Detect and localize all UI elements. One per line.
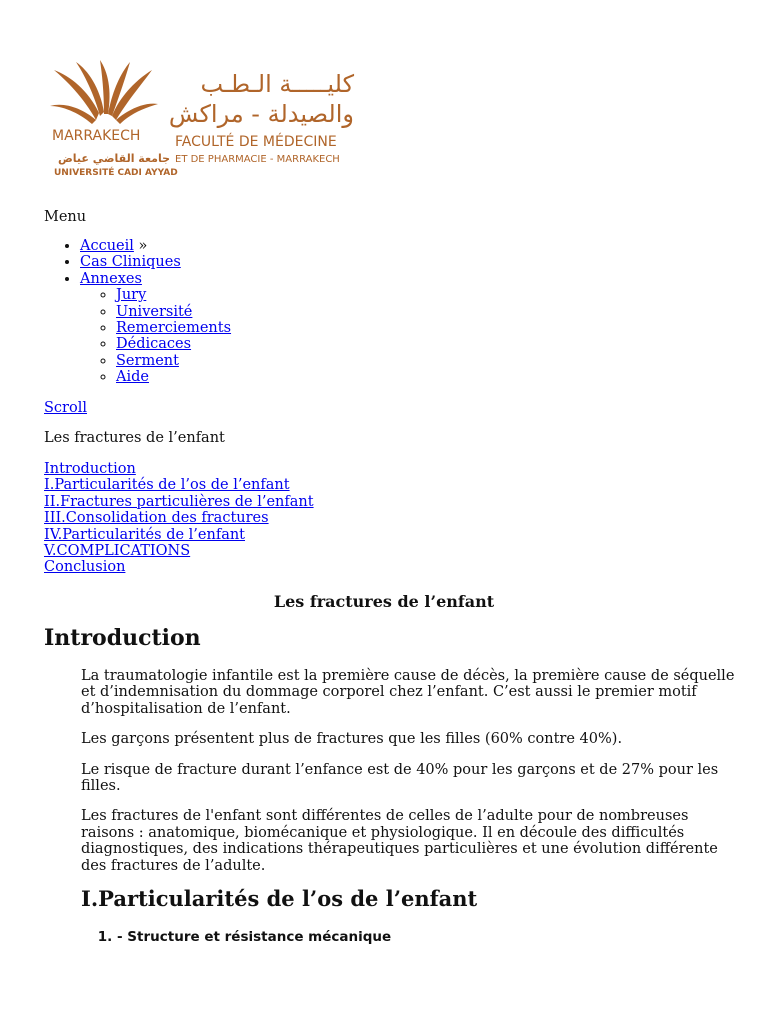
- nav-link-cas-cliniques[interactable]: Cas Cliniques: [80, 254, 181, 271]
- nav-link-annexes[interactable]: Annexes: [80, 270, 142, 287]
- logo-arabic-line2: والصيدلة - مراكش: [168, 100, 354, 128]
- introduction-body: [81, 668, 741, 888]
- nav-separator: »: [133, 238, 148, 254]
- intro-paragraph: Le risque de fracture durant l’enfance est de 40% pour les garçons et de 27% pour les filles.: [81, 761, 719, 795]
- toc-link-section-4[interactable]: IV.Particularités de l’enfant: [44, 526, 246, 543]
- submenu-item-remerciements: [116, 320, 231, 336]
- logo-city: MARRAKECH: [52, 128, 141, 144]
- submenu-item-jury: [116, 287, 231, 303]
- document-title: Les fractures de l’enfant: [44, 430, 225, 446]
- nav-link-remerciements[interactable]: Remerciements: [116, 320, 232, 337]
- section-1-item: 1. - Structure et résistance mécanique: [117, 929, 391, 945]
- submenu-item-aide: [116, 369, 231, 385]
- faculty-logo: [44, 58, 364, 180]
- intro-paragraph: La traumatologie infantile est la première cause de décès, la première cause de séquelle et d’indemnisation du dommage corporel chez l’enfant. C’est aussi le premier motif d’hospitalisation de l’enfant.: [81, 668, 735, 717]
- nav-list: [44, 238, 231, 386]
- toc-link-section-5[interactable]: V.COMPLICATIONS: [44, 543, 191, 560]
- toc-link-section-3[interactable]: III.Consolidation des fractures: [44, 510, 269, 527]
- intro-paragraph: Les garçons présentent plus de fractures que les filles (60% contre 40%).: [81, 731, 623, 748]
- intro-paragraph: Les fractures de l'enfant sont différentes de celles de l’adulte pour de nombreuses raisons : anatomique, biomécanique et physiologique. Il en découle des difficultés diagnostiques, des indications thérapeutiques particulières et une évolution différente des fractures de l’adulte.: [81, 808, 718, 874]
- nav-link-dedicaces[interactable]: Dédicaces: [116, 336, 192, 353]
- nav-link-universite[interactable]: Université: [116, 303, 193, 320]
- scroll-link[interactable]: Scroll: [44, 400, 87, 416]
- logo-university-arabic: جامعة القاضي عياض: [58, 152, 171, 165]
- section-1-list: [81, 929, 391, 945]
- toc-link-introduction[interactable]: Introduction: [44, 461, 136, 477]
- logo-university-name: UNIVERSITÉ CADI AYYAD: [54, 168, 178, 178]
- page-title: Les fractures de l’enfant: [273, 592, 495, 611]
- submenu-item-serment: [116, 353, 231, 369]
- nav-item-annexes: [80, 271, 231, 386]
- nav-link-aide[interactable]: Aide: [116, 369, 149, 386]
- toc-link-section-1[interactable]: I.Particularités de l’os de l’enfant: [44, 477, 290, 494]
- nav-link-serment[interactable]: Serment: [116, 352, 179, 369]
- logo-french-line1: FACULTÉ DE MÉDECINE: [175, 134, 337, 150]
- table-of-contents: [44, 461, 314, 576]
- submenu-item-universite: [116, 304, 231, 320]
- nav-link-jury[interactable]: Jury: [116, 287, 147, 304]
- menu-label[interactable]: Menu: [44, 209, 87, 225]
- toc-link-section-2[interactable]: II.Fractures particulières de l’enfant: [44, 493, 314, 510]
- annexes-submenu: [80, 287, 231, 385]
- main-nav: [44, 238, 231, 386]
- nav-item-cas-cliniques: [80, 254, 231, 270]
- nav-link-accueil[interactable]: Accueil: [80, 238, 134, 254]
- logo-french-line2: ET DE PHARMACIE - MARRAKECH: [175, 154, 340, 165]
- toc-link-conclusion[interactable]: Conclusion: [44, 559, 126, 576]
- logo-arabic-line1: كليـــــة الـطـب: [200, 70, 354, 98]
- nav-item-accueil: [80, 238, 231, 254]
- introduction-heading: Introduction: [44, 625, 201, 651]
- submenu-item-dedicaces: [116, 336, 231, 352]
- section-1-heading: I.Particularités de l’os de l’enfant: [81, 886, 478, 911]
